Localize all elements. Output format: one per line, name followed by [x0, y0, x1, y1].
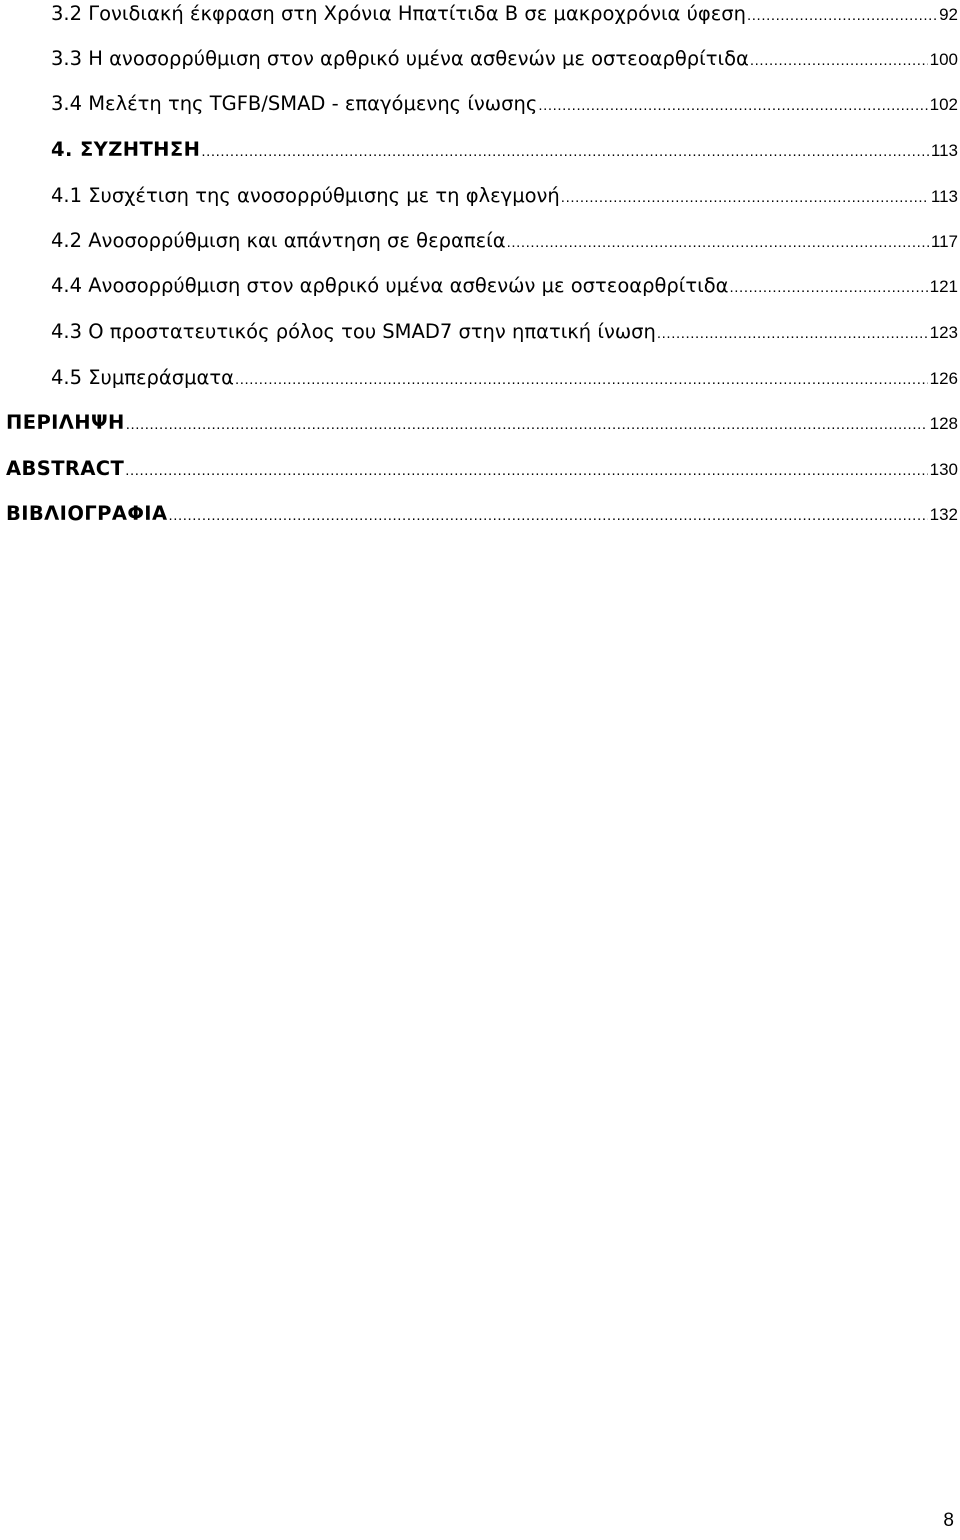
toc-entry-title: 3.2 Γονιδιακή έκφραση στη Χρόνια Ηπατίτιδα Β σε μακροχρόνια ύφεση [51, 2, 747, 25]
dot-leader [125, 462, 927, 479]
dot-leader [750, 52, 928, 69]
toc-entry-page: 113 [930, 187, 958, 206]
toc-entry-4-2[interactable] [51, 229, 958, 259]
toc-entry-title: 4.1 Συσχέτιση της ανοσορρύθμισης με τη φλεγμονή [51, 184, 560, 207]
toc-entry-4-5[interactable] [51, 366, 958, 396]
toc-entry-chapter-4[interactable] [51, 138, 958, 168]
toc-entry-title: ΒΙΒΛΙΟΓΡΑΦΙΑ [6, 502, 168, 525]
toc-entry-3-2[interactable] [51, 2, 958, 32]
toc-entry-page: 123 [929, 323, 958, 342]
toc-entry-title: 3.3 Η ανοσορρύθμιση στον αρθρικό υμένα ασθενών με οστεοαρθρίτιδα [51, 47, 749, 70]
dot-leader [507, 234, 929, 251]
dot-leader [235, 371, 928, 388]
toc-entry-abstract[interactable] [6, 457, 958, 487]
dot-leader [126, 416, 928, 433]
toc-entry-summary-greek[interactable] [6, 411, 958, 441]
page-number: 8 [943, 1510, 954, 1531]
toc-entry-4-4[interactable] [51, 274, 958, 304]
toc-entry-4-1[interactable] [51, 184, 958, 214]
toc-entry-page: 126 [929, 369, 958, 388]
toc-entry-page: 117 [930, 232, 958, 251]
toc-entry-page: 100 [929, 50, 958, 69]
toc-entry-bibliography[interactable] [6, 502, 958, 532]
dot-leader [657, 325, 928, 342]
toc-entry-title: 4.4 Ανοσορρύθμιση στον αρθρικό υμένα ασθενών με οστεοαρθρίτιδα [51, 274, 729, 297]
dot-leader [730, 279, 928, 296]
toc-entry-3-3[interactable] [51, 47, 958, 77]
toc-entry-title: 4.2 Ανοσορρύθμιση και απάντηση σε θεραπεία [51, 229, 506, 252]
toc-entry-title: 4. ΣΥΖΗΤΗΣΗ [51, 138, 201, 161]
dot-leader [747, 7, 937, 24]
toc-entry-page: 92 [939, 5, 958, 24]
toc-entry-page: 102 [929, 95, 958, 114]
toc-entry-title: ΠΕΡΙΛΗΨΗ [6, 411, 125, 434]
dot-leader [538, 97, 927, 114]
toc-entry-page: 113 [930, 141, 958, 160]
toc-entry-page: 130 [929, 460, 958, 479]
dot-leader [561, 189, 929, 206]
toc-entry-title: ABSTRACT [6, 457, 125, 480]
dot-leader [201, 143, 929, 160]
toc-entry-page: 132 [929, 505, 958, 524]
toc-entry-page: 121 [929, 277, 958, 296]
toc-entry-4-3[interactable] [51, 320, 958, 350]
toc-entry-title: 4.5 Συμπεράσματα [51, 366, 234, 389]
toc-entry-page: 128 [929, 414, 958, 433]
toc-entry-3-4[interactable] [51, 92, 958, 122]
toc-entry-title: 4.3 Ο προστατευτικός ρόλος του SMAD7 στην ηπατική ίνωση [51, 320, 656, 343]
dot-leader [168, 507, 927, 524]
toc-entry-title: 3.4 Μελέτη της TGFB/SMAD - επαγόμενης ίνωσης [51, 92, 538, 115]
